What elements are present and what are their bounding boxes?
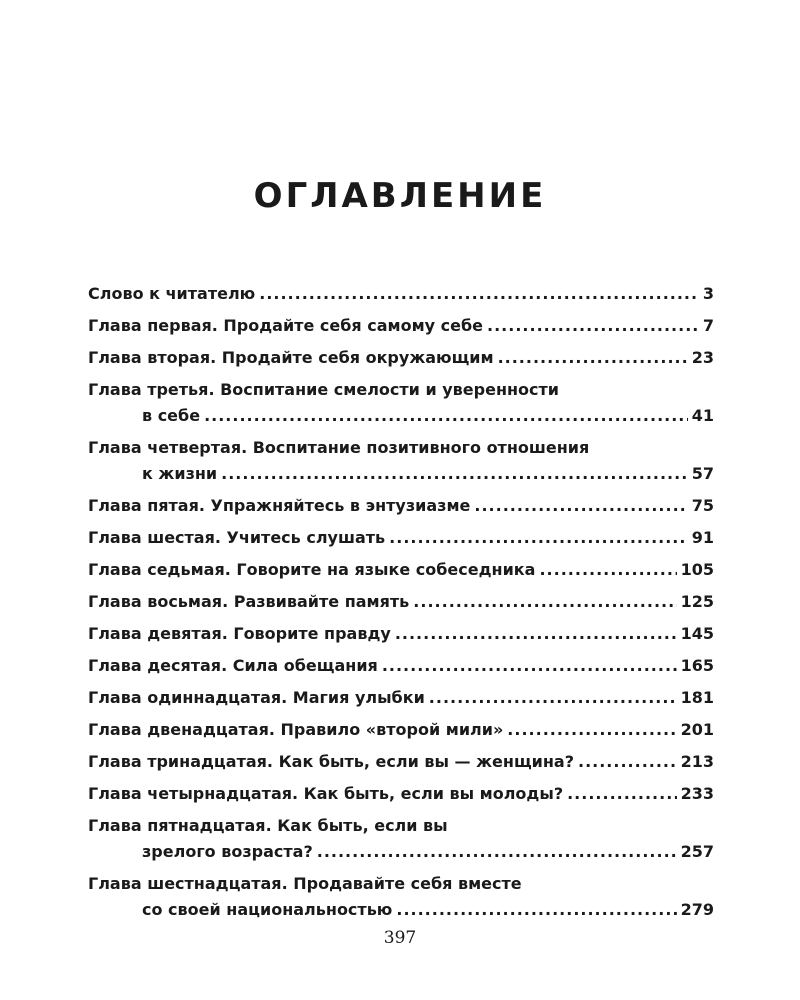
toc-entry-line (88, 525, 714, 551)
toc-entry (88, 313, 714, 339)
toc-entry-title: Глава первая. Продайте себя самому себе (88, 316, 484, 335)
toc-entry (88, 871, 714, 923)
dot-leader (317, 839, 677, 865)
toc-page-number: 233 (680, 784, 714, 803)
toc-entry (88, 749, 714, 775)
toc-entry-line (88, 621, 714, 647)
dot-leader (474, 493, 687, 519)
toc-entry-line (88, 781, 714, 807)
toc-entry-title: со своей национальностью (142, 900, 393, 919)
toc-page-number: 75 (691, 496, 714, 515)
toc-entry-title: Глава тринадцатая. Как быть, если вы — женщина? (88, 752, 574, 771)
toc-entry-title: Глава десятая. Сила обещания (88, 656, 378, 675)
toc-entry-line (88, 749, 714, 775)
toc-page-number: 41 (691, 406, 714, 425)
toc-entry-continuation (88, 839, 714, 865)
toc-entry (88, 557, 714, 583)
toc-page-number: 181 (680, 688, 714, 707)
toc-page-number: 91 (691, 528, 714, 547)
dot-leader (395, 621, 677, 647)
toc-entry-line (88, 281, 714, 307)
toc-entry-line (88, 653, 714, 679)
dot-leader (389, 525, 688, 551)
dot-leader (487, 313, 699, 339)
toc-page-number: 201 (680, 720, 714, 739)
dot-leader (539, 557, 676, 583)
toc-entry-title: зрелого возраста? (142, 842, 313, 861)
toc-entry-line (88, 435, 714, 461)
toc-entry-line (88, 871, 714, 897)
toc-entry-title: к жизни (142, 464, 218, 483)
toc-entry (88, 435, 714, 487)
dot-leader (382, 653, 677, 679)
table-of-contents (88, 281, 714, 929)
toc-page-number: 257 (680, 842, 714, 861)
toc-entry (88, 781, 714, 807)
toc-entry (88, 621, 714, 647)
toc-entry (88, 813, 714, 865)
toc-entry (88, 685, 714, 711)
toc-page-number: 145 (680, 624, 714, 643)
toc-entry-line (88, 313, 714, 339)
toc-entry-title: Глава четвертая. Воспитание позитивного отношения (88, 438, 590, 457)
toc-entry-title: Глава пятнадцатая. Как быть, если вы (88, 816, 448, 835)
toc-entry (88, 493, 714, 519)
toc-entry (88, 717, 714, 743)
toc-entry (88, 345, 714, 371)
dot-leader (413, 589, 676, 615)
toc-entry-line (88, 685, 714, 711)
toc-entry (88, 589, 714, 615)
dot-leader (429, 685, 677, 711)
toc-entry-title: Глава пятая. Упражняйтесь в энтузиазме (88, 496, 471, 515)
dot-leader (396, 897, 676, 923)
toc-entry-line (88, 557, 714, 583)
toc-entry-line (88, 377, 714, 403)
toc-entry-title: Глава четырнадцатая. Как быть, если вы молоды? (88, 784, 564, 803)
toc-entry (88, 525, 714, 551)
toc-entry-title: Глава двенадцатая. Правило «второй мили» (88, 720, 504, 739)
toc-entry (88, 377, 714, 429)
toc-page-number: 7 (702, 316, 714, 335)
toc-page-number: 105 (680, 560, 714, 579)
dot-leader (221, 461, 688, 487)
toc-page-number: 125 (680, 592, 714, 611)
dot-leader (507, 717, 676, 743)
toc-entry (88, 653, 714, 679)
dot-leader (259, 281, 699, 307)
page-number: 397 (383, 928, 417, 948)
toc-entry-title: Глава девятая. Говорите правду (88, 624, 391, 643)
page-title: ОГЛАВЛЕНИЕ (253, 176, 547, 216)
toc-entry-continuation (88, 897, 714, 923)
toc-entry-title: Глава седьмая. Говорите на языке собеседника (88, 560, 536, 579)
toc-entry-title: Глава восьмая. Развивайте память (88, 592, 410, 611)
toc-page-number: 57 (691, 464, 714, 483)
toc-entry (88, 281, 714, 307)
dot-leader (578, 749, 677, 775)
toc-entry-title: Слово к читателю (88, 284, 256, 303)
dot-leader (498, 345, 688, 371)
toc-entry-line (88, 345, 714, 371)
toc-entry-title: Глава третья. Воспитание смелости и уверенности (88, 380, 560, 399)
toc-entry-title: Глава вторая. Продайте себя окружающим (88, 348, 494, 367)
toc-page-number: 165 (680, 656, 714, 675)
toc-entry-line (88, 589, 714, 615)
toc-entry-continuation (88, 403, 714, 429)
toc-page-number: 279 (680, 900, 714, 919)
dot-leader (204, 403, 688, 429)
toc-page-number: 213 (680, 752, 714, 771)
toc-page-number: 3 (702, 284, 714, 303)
toc-entry-title: Глава одиннадцатая. Магия улыбки (88, 688, 425, 707)
dot-leader (567, 781, 677, 807)
toc-entry-continuation (88, 461, 714, 487)
toc-page-number: 23 (691, 348, 714, 367)
toc-entry-title: Глава шестая. Учитесь слушать (88, 528, 386, 547)
toc-entry-line (88, 813, 714, 839)
toc-entry-line (88, 493, 714, 519)
toc-entry-line (88, 717, 714, 743)
toc-entry-title: Глава шестнадцатая. Продавайте себя вместе (88, 874, 522, 893)
toc-entry-title: в себе (142, 406, 201, 425)
